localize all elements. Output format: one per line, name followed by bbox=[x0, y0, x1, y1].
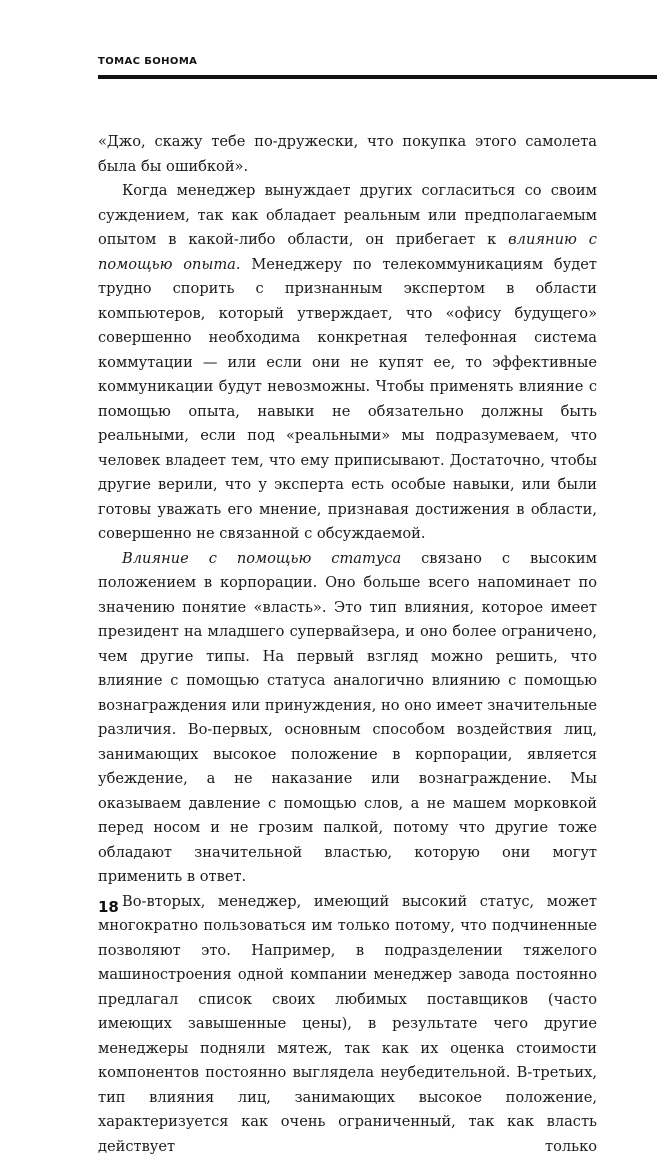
paragraph-2 bbox=[98, 179, 597, 547]
paragraph-4 bbox=[98, 890, 597, 1159]
text-segment: «Джо, скажу тебе по-дружески, что покупка этого самолета была бы ошибкой». bbox=[98, 133, 597, 175]
paragraph-1 bbox=[98, 130, 597, 179]
italic-term: влиянию с помощью опыта bbox=[98, 231, 597, 273]
text-segment: Во-вторых, менеджер, имеющий высокий статус, может многократно пользоваться им только потому, что подчиненные позволяют это. Например, в подразделении тяжелого машиностроения одной компании менеджер завода постоянно предлагал список своих любимых поставщиков (часто имеющих завышенные цены), в результате чего другие менеджеры подняли мятеж, так как их оценка стоимости компонентов постоянно выглядела неубедительной. В-третьих, тип влияния лиц, занимающих высокое положение, характеризуется как очень ограниченный, так как власть действует только bbox=[98, 893, 597, 1155]
text-segment: связано с высоким положением в корпорации. Оно больше всего напоминает по значению понятие «власть». Это тип влияния, которое имеет президент на младшего супервайзера, и оно более ограничено, чем другие типы. На первый взгляд можно решить, что влияние с помощью статуса аналогично влиянию с помощью вознаграждения или принуждения, но оно имеет значительные различия. Во-первых, основным способом воздействия лиц, занимающих высокое положение в корпорации, является убеждение, а не наказание или вознаграждение. Мы оказываем давление с помощью слов, а не машем морковкой перед носом и не грозим палкой, потому что другие тоже обладают значительной властью, которую они могут применить в ответ. bbox=[98, 550, 597, 886]
header-rule bbox=[98, 75, 657, 79]
text-segment: Когда менеджер вынуждает других согласиться со своим суждением, так как обладает реальным или предполагаемым опытом в какой-либо области, он прибегает к bbox=[98, 182, 597, 248]
text-segment: . Менеджеру по телекоммуникациям будет трудно спорить с признанным экспертом в области компьютеров, который утверждает, что «офису будущего» совершенно необходима конкретная телефонная система коммутации — или если они не купят ее, то эффективные коммуникации будут невозможны. Чтобы применять влияние с помощью опыта, навыки не обязательно должны быть реальными, если под «реальными» мы подразумеваем, что человек владеет тем, что ему приписывают. Достаточно, чтобы другие верили, что у эксперта есть особые навыки, или были готовы уважать его мнение, признавая достижения в области, совершенно не связанной с обсуждаемой. bbox=[98, 256, 597, 543]
page-number: 18 bbox=[98, 898, 119, 916]
paragraph-3 bbox=[98, 547, 597, 890]
italic-term: Влияние с помощью статуса bbox=[122, 550, 401, 567]
running-head: ТОМАС БОНОМА bbox=[98, 56, 197, 67]
body-text bbox=[98, 130, 597, 1159]
